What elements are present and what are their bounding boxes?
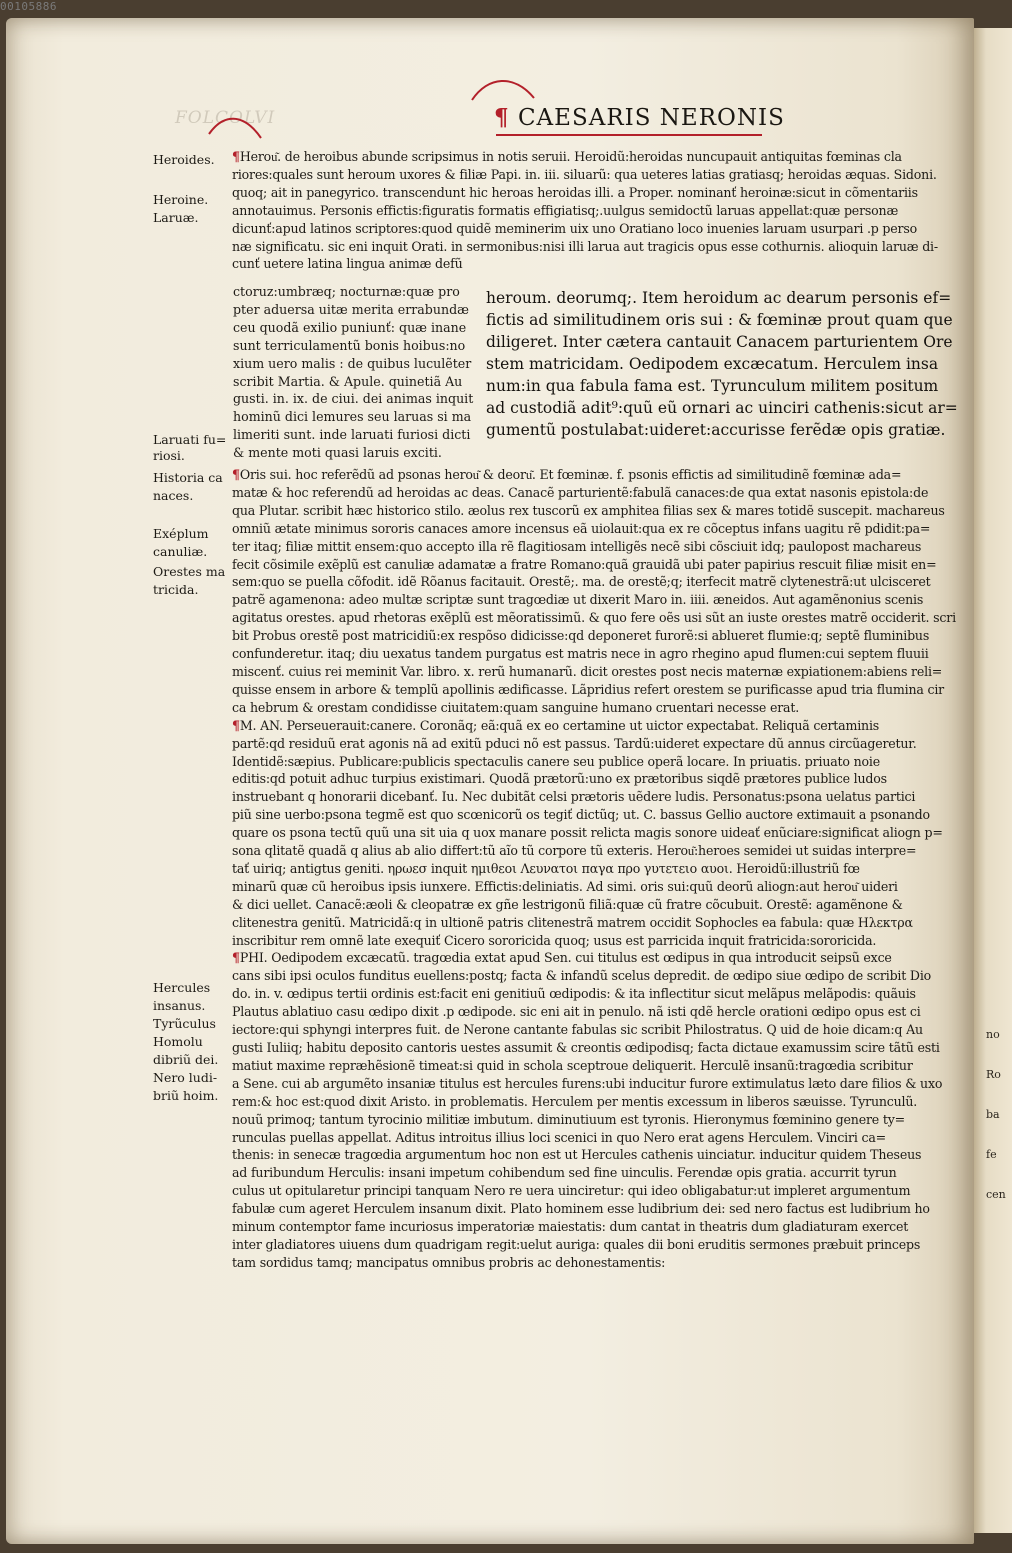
margin-note: Nero ludi- <box>153 1070 218 1085</box>
commentary-line: confunderetur. itaq; diu uexatus tandem purgatus est matris nece in agro rhegino apud flumen:cui septem fluuii <box>232 646 929 662</box>
margin-note: Historia ca <box>153 470 223 485</box>
red-swash-icon <box>468 76 538 106</box>
commentary-line: miscenť. cuius rei meminit Var. libro. x. rerũ humanarũ. dicit orestes post necis maternæ expiationem:abiens reli= <box>232 663 943 679</box>
facing-page-fragment: fe <box>986 1148 997 1161</box>
commentary-line: ¶M. AN. Perseuerauit:canere. Coronãq; eã:quã ex eo certamine ut uictor expectabat. Reliquã certaminis <box>232 717 880 733</box>
commentary-line: ctoruz:umbræq; nocturnæ:quæ pro <box>233 284 460 299</box>
commentary-line: editis:qd potuit adhuc turpius existimari. Quodã prætorũ:uno ex prætoribus siqdẽ prætores publice ludos <box>232 771 887 787</box>
running-header <box>494 104 785 131</box>
commentary-line: ca hebrum & orestam condidisse ciuitatem:quam sanguine humano cruentari necesse erat. <box>232 699 800 715</box>
commentary-line: runculas puellas appellat. Aditus introitus illius loci scenici in quo Nero erat agens Herculem. Vinciri ca= <box>232 1129 886 1145</box>
margin-note: Tyrũculus <box>153 1016 216 1031</box>
pilcrow-icon: ¶ <box>232 717 240 733</box>
commentary-line: iectore:qui sphyngi interpres fuit. de Nerone cantante fabulas sic scribit Philostratus. Q uid de hoie dicam:q Au <box>232 1022 923 1038</box>
commentary-line: ¶Oris sui. hoc referẽdũ ad psonas herou͂ & deoru͂. Et fœminæ. f. psonis effictis ad similitudinẽ fœminæ ada= <box>232 467 902 482</box>
commentary-line: qua Plutar. scribit hæc historico stilo. æolus rex tuscorũ ex amphitea filias sex & mares totidẽ suscepit. machareus <box>232 502 945 518</box>
margin-note: insanus. <box>153 998 206 1013</box>
commentary-line: do. in. v. œdipus tertii ordinis est:facit eni genitiuũ œdipodis: & ita inflectitur sicut melãpus melãpodis: quãuis <box>232 986 916 1002</box>
facing-page-fragment: no <box>986 1028 1000 1041</box>
image-reference-number: 00105886 <box>0 0 57 13</box>
commentary-line: quisse ensem in arbore & templũ apollinis ædificasse. Lãpridius refert orestem se purificasse apud tria flumina cir <box>232 681 945 697</box>
commentary-line: gusti. in. ix. de ciui. dei animas inquit <box>233 391 474 407</box>
commentary-line: sunt terriculamentũ bonis hoibus:no <box>233 337 466 353</box>
commentary-line: omniũ ætate minimus sororis canaces amore incensus eã uiolauit:qua ex re cõceptus infans uagitu rẽ pdidit:pa= <box>232 520 931 536</box>
main-text-line: diligeret. Inter cætera cantauit Canacem parturientem Ore <box>486 333 953 351</box>
commentary-line: ¶PHI. Oedipodem excæcatũ. tragœdia extat apud Sen. cui titulus est œdipus in qua introducit seipsũ exce <box>232 950 892 966</box>
commentary-line: ter itaq; filiæ mittit ensem:quo accepto illa rẽ flagitiosam intelligẽs necẽ sibi cõsciuit idq; paulopost machareus <box>232 538 922 554</box>
commentary-line: tať uiriq; antigtus geniti. ηρωεσ inquit ημιθεοι Λευνατοι παγα προ γυτετειο αυοι. Heroidũ:illustriũ fœ <box>232 860 860 876</box>
commentary-line: culus ut opitularetur principi tanquam Nero re uera uinciretur: qui ideo obligabatur:ut impleret argumentum <box>232 1183 911 1199</box>
pilcrow-icon: ¶ <box>232 950 240 966</box>
pilcrow-icon: ¶ <box>232 467 240 482</box>
commentary-line: hominũ dici lemures seu laruas si ma <box>233 409 472 425</box>
commentary-line: riores:quales sunt heroum uxores & filiæ Papi. in. iii. siluarũ: qua ueteres latias gratiasq; heroidas æquas. Sidoni. <box>232 166 937 182</box>
margin-note: Laruæ. <box>153 210 199 225</box>
commentary-top <box>232 148 944 273</box>
header-title: CAESARIS NERONIS <box>517 105 785 131</box>
commentary-line: Identidẽ:sæpius. Publicare:publicis spectaculis canere seu publice operã locare. In priuatis. priuato noie <box>232 753 880 769</box>
commentary-line: cans sibi ipsi oculos funditus euellens:postq; facta & infandũ scelus depredit. de œdipo siue œdipo de scribit Dio <box>232 968 932 984</box>
header-rule <box>496 134 762 136</box>
main-text-line: ad custodiã adit⁹:quũ eũ ornari ac uinciri cathenis:sicut ar= <box>486 399 958 417</box>
commentary-line: clitenestra genitũ. Matricidã:q in ultionẽ patris clitenestrã matrem occidit Sophocles ea fabula: quæ Ηλεκτρα <box>232 914 913 930</box>
facing-page-edge <box>972 28 1012 1533</box>
commentary-line: nouũ primoq; tantum tyrocinio militiæ imbutum. diminutiuum est tyronis. Hieronymus fœminino genere ty= <box>232 1111 905 1127</box>
commentary-line: bit Probus orestẽ post matricidiũ:ex respõso didicisse:qd deponeret furorẽ:si ablueret flumie:q; septẽ fluminibus <box>232 628 930 644</box>
commentary-line: quare os psona tectũ quũ una sit uia q uox manare possit relicta magis sonore uideať enũciare:significat aliogn p= <box>232 825 943 841</box>
commentary-line: næ significatu. sic eni inquit Orati. in sermonibus:nisi illi larua aut tragicis opus esse cothurnis. alioquin laruæ di- <box>232 238 938 254</box>
main-text-line: stem matricidam. Oedipodem excæcatum. Herculem insa <box>486 355 939 373</box>
commentary-line: cunť uetere latina lingua animæ defũ <box>232 256 463 272</box>
commentary-line: thenis: in senecæ tragœdia argumentum hoc non est ut Hercules cathenis uinciatur. inducitur quidem Theseus <box>232 1147 922 1163</box>
commentary-line: patrẽ agamenona: adeo multæ scriptæ sunt tragœdiæ ut dixerit Maro in. iiii. æneidos. Aut agamẽnonius scenis <box>232 592 924 608</box>
margin-note: riosi. <box>153 448 185 463</box>
commentary-line: matiut maxime repræhẽsionẽ timeat:si quid in schola sceptroue deliquerit. Herculẽ insanũ:tragœdia scribitur <box>232 1057 913 1073</box>
commentary-line: fabulæ cum ageret Herculem insanum dixit. Plato hominem esse ludibrium dei: sed nero factus est ludibrium ho <box>232 1201 930 1217</box>
commentary-line: fecit cõsimile exẽplũ est canuliæ adamatæ a fratre Romano:quã grauidã ubi pater papirius rescuit filiæ misit en= <box>232 556 937 572</box>
commentary-line: minarũ quæ cũ heroibus ipsis iunxere. Effictis:deliniatis. Ad simi. oris sui:quũ deorũ aliogn:aut herou͂ uideri <box>232 878 898 894</box>
commentary-line: rem:& hoc est:quod dixit Aristo. in problematis. Herculem per mentis excessum in liberos sæuisse. Tyrunculũ. <box>232 1093 918 1109</box>
margin-note: Heroides. <box>153 152 215 167</box>
commentary-line: gusti Iuliiq; habitu deposito cantoris uestes assumit & creontis œdipodisq; facta dictaue examussim scire tãtũ esti <box>232 1040 940 1055</box>
main-text-line: gumentũ postulabat:uideret:accurisse ferẽdæ opis gratiæ. <box>486 421 946 439</box>
commentary-line: quoq; ait in panegyrico. transcendunt hic heroas heroidas illi. a Proper. nominanť heroinæ:sicut in cõmentariis <box>232 184 918 200</box>
commentary-line: sona qlitatẽ quadã q alius ab alio differt:tũ aĩo tũ corpore tũ exteris. Herou͂:heroes semidei ut suidas interpre= <box>232 843 917 859</box>
main-text-block <box>486 287 958 441</box>
commentary-line: piũ sine uerbo:psona tegmẽ est quo scœnicorũ os tegiť dictũq; ut. C. bassus Gellio auctore extimauit a psonando <box>232 807 930 823</box>
commentary-line: & mente moti quasi laruis exciti. <box>233 445 442 461</box>
main-text-line: num:in qua fabula fama est. Tyrunculum militem positum <box>486 377 939 395</box>
pilcrow-icon: ¶ <box>232 149 240 164</box>
commentary-line: ad furibundum Herculis: insani impetum cohibendum sed fine uinculis. Ferendæ opis gratia. accurrit tyrun <box>232 1165 897 1181</box>
commentary-line: inter gladiatores uiuens dum quadrigam regit:uelut auriga: quales dii boni eruditis sermones præbuit princeps <box>232 1236 921 1252</box>
red-swash-icon <box>205 112 265 142</box>
commentary-line: instruebant q honorarii dicebanť. Iu. Nec dubitãt celsi prætoris uẽdere ludis. Personatus:psona uelatus partici <box>232 789 916 805</box>
main-text-line: fictis ad similitudinem oris sui : & fœminæ prout quam que <box>486 311 953 329</box>
commentary-line: inscribitur rem omnẽ late exequiť Cicero sororicida quoq; usus est parricida inquit fratricida:sororicida. <box>232 932 877 948</box>
main-text-line: heroum. deorumq;. Item heroidum ac dearum personis ef= <box>486 289 952 307</box>
commentary-narrow-column <box>233 283 477 462</box>
margin-note: dibriũ dei. <box>153 1052 219 1067</box>
commentary-line: xium uero malis : de quibus luculẽter <box>233 355 472 371</box>
margin-note: Hercules <box>153 980 211 995</box>
commentary-bottom <box>232 466 956 1272</box>
commentary-line: agitatus orestes. apud rhetoras exẽplũ est mẽoratissimũ. & quo fere oẽs usi sũt an iuste orestes matrẽ occiderit. scri <box>232 610 956 626</box>
margin-note: Exéplum <box>153 526 209 541</box>
commentary-line: sem:quo se puella cõfodit. idẽ Rõanus facitauit. Orestẽ;. ma. de orestẽ;q; iterfecit matrẽ clytenestrã:ut ulcisceret <box>232 574 931 590</box>
commentary-line: tam sordidus tamq; mancipatus omnibus probris ac dehonestamentis: <box>232 1254 666 1270</box>
commentary-line: a Sene. cui ab argumẽto insaniæ titulus est hercules furens:ubi inducitur furore extimulatus læto dare filios & uxo <box>232 1075 943 1091</box>
commentary-line: annotauimus. Personis effictis:figuratis formatis effigiatisq;.uulgus semidoctũ laruas appellat:quæ personæ <box>232 202 899 218</box>
commentary-line: minum contemptor fame incuriosus imperatoriæ maiestatis: dum cantat in theatris dum gladiaturam exercet <box>232 1219 909 1235</box>
margin-note: tricida. <box>153 582 199 597</box>
commentary-line: ¶Herou͂. de heroibus abunde scripsimus in notis seruii. Heroidũ:heroidas nuncupauit antiquitas fœminas cla <box>232 149 902 164</box>
facing-page-fragment: cen <box>986 1188 1006 1201</box>
margin-note: Homolu <box>153 1034 203 1049</box>
facing-page-fragment: Ro <box>986 1068 1001 1081</box>
margin-note: briũ hoim. <box>153 1088 219 1103</box>
margin-note: canuliæ. <box>153 544 208 559</box>
margin-note: naces. <box>153 488 194 503</box>
pilcrow-icon: ¶ <box>494 104 510 131</box>
commentary-line: dicunť:apud latinos scriptores:quod quidẽ meminerim uix uno Oratiano loco inuenies laruam usurpari .p perso <box>232 220 918 236</box>
margin-note: Laruati fu= <box>153 432 227 447</box>
facing-page-fragment: ba <box>986 1108 1000 1121</box>
margin-note: Orestes ma <box>153 564 226 579</box>
commentary-line: Plautus ablatiuo casu œdipo dixit .p œdipode. sic eni ait in penulo. nã isti qdẽ hercle orationi œdipo opus est ci <box>232 1004 921 1020</box>
margin-note: Heroine. <box>153 192 209 207</box>
commentary-line: matæ & hoc referendũ ad heroidas ac deas. Canacẽ parturientẽ:fabulã canaces:de qua extat nasonis epistola:de <box>232 484 929 500</box>
commentary-line: limeriti sunt. inde laruati furiosi dicti <box>233 427 471 443</box>
commentary-line: partẽ:qd residuũ erat agonis nã ad exitũ pduci nõ est passus. Tardũ:uideret expectare dũ annus circũageretur. <box>232 735 917 751</box>
show-through-header: FOLCOLVI <box>175 108 276 128</box>
commentary-line: pter aduersa uitæ merita errabundæ <box>233 301 469 317</box>
commentary-line: & dici uellet. Canacẽ:æoli & cleopatræ ex gñe lestrigonũ filiã:quæ cũ fratre cõcubuit. Orestẽ: agamẽnone & <box>232 896 903 912</box>
commentary-line: scribit Martia. & Apule. quinetiã Au <box>233 373 463 389</box>
commentary-line: ceu quodã exilio puniunť: quæ inane <box>233 319 467 335</box>
